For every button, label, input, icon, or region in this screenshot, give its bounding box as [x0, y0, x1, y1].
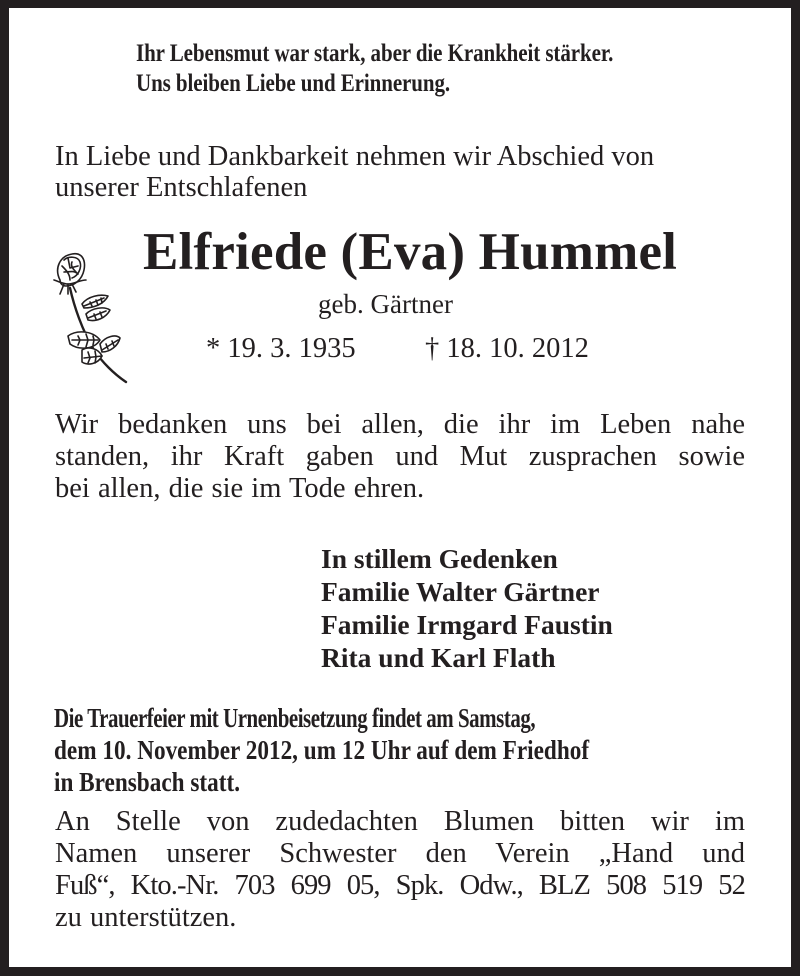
- signature-line-1: In stillem Gedenken: [321, 543, 558, 574]
- thanks-line-1: Wir bedanken uns bei allen, die ihr im Leben nahe: [55, 409, 745, 440]
- born-name: geb. Gärtner: [318, 289, 453, 319]
- thanks-line-2: standen, ihr Kraft gaben und Mut zusprachen sowie: [55, 441, 745, 472]
- death-date: † 18. 10. 2012: [425, 333, 589, 364]
- signature-line-3: Familie Irmgard Faustin: [321, 609, 613, 640]
- ceremony-line-2: dem 10. November 2012, um 12 Uhr auf dem Friedhof: [54, 735, 590, 765]
- ceremony-line-3: in Brensbach statt.: [54, 767, 241, 797]
- donation-line-3: Fuß“, Kto.-Nr. 703 699 05, Spk. Odw., BLZ 508 519 52: [55, 870, 745, 901]
- signature-line-4: Rita und Karl Flath: [321, 642, 556, 673]
- birth-date: * 19. 3. 1935: [206, 333, 356, 364]
- motto-line-1: Ihr Lebensmut war stark, aber die Krankheit stärker.: [136, 40, 614, 67]
- ceremony-line-1: Die Trauerfeier mit Urnenbeisetzung findet am Samstag,: [54, 703, 536, 733]
- donation-line-4: zu unterstützen.: [55, 902, 237, 933]
- donation-line-1: An Stelle von zudedachten Blumen bitten wir im: [55, 806, 745, 837]
- donation-paragraph: [55, 806, 745, 934]
- rose-icon: [48, 250, 132, 384]
- deceased-name: Elfriede (Eva) Hummel: [143, 223, 678, 281]
- donation-line-2: Namen unserer Schwester den Verein „Hand und: [55, 838, 745, 869]
- ceremony-paragraph: [54, 702, 746, 798]
- thanks-paragraph: [55, 409, 745, 505]
- intro-line-1: In Liebe und Dankbarkeit nehmen wir Abschied von: [55, 141, 655, 172]
- thanks-line-3: bei allen, die sie im Tode ehren.: [55, 473, 425, 504]
- motto-line-2: Uns bleiben Liebe und Erinnerung.: [136, 70, 451, 97]
- intro-line-2: unserer Entschlafenen: [55, 172, 308, 203]
- signature-line-2: Familie Walter Gärtner: [321, 576, 600, 607]
